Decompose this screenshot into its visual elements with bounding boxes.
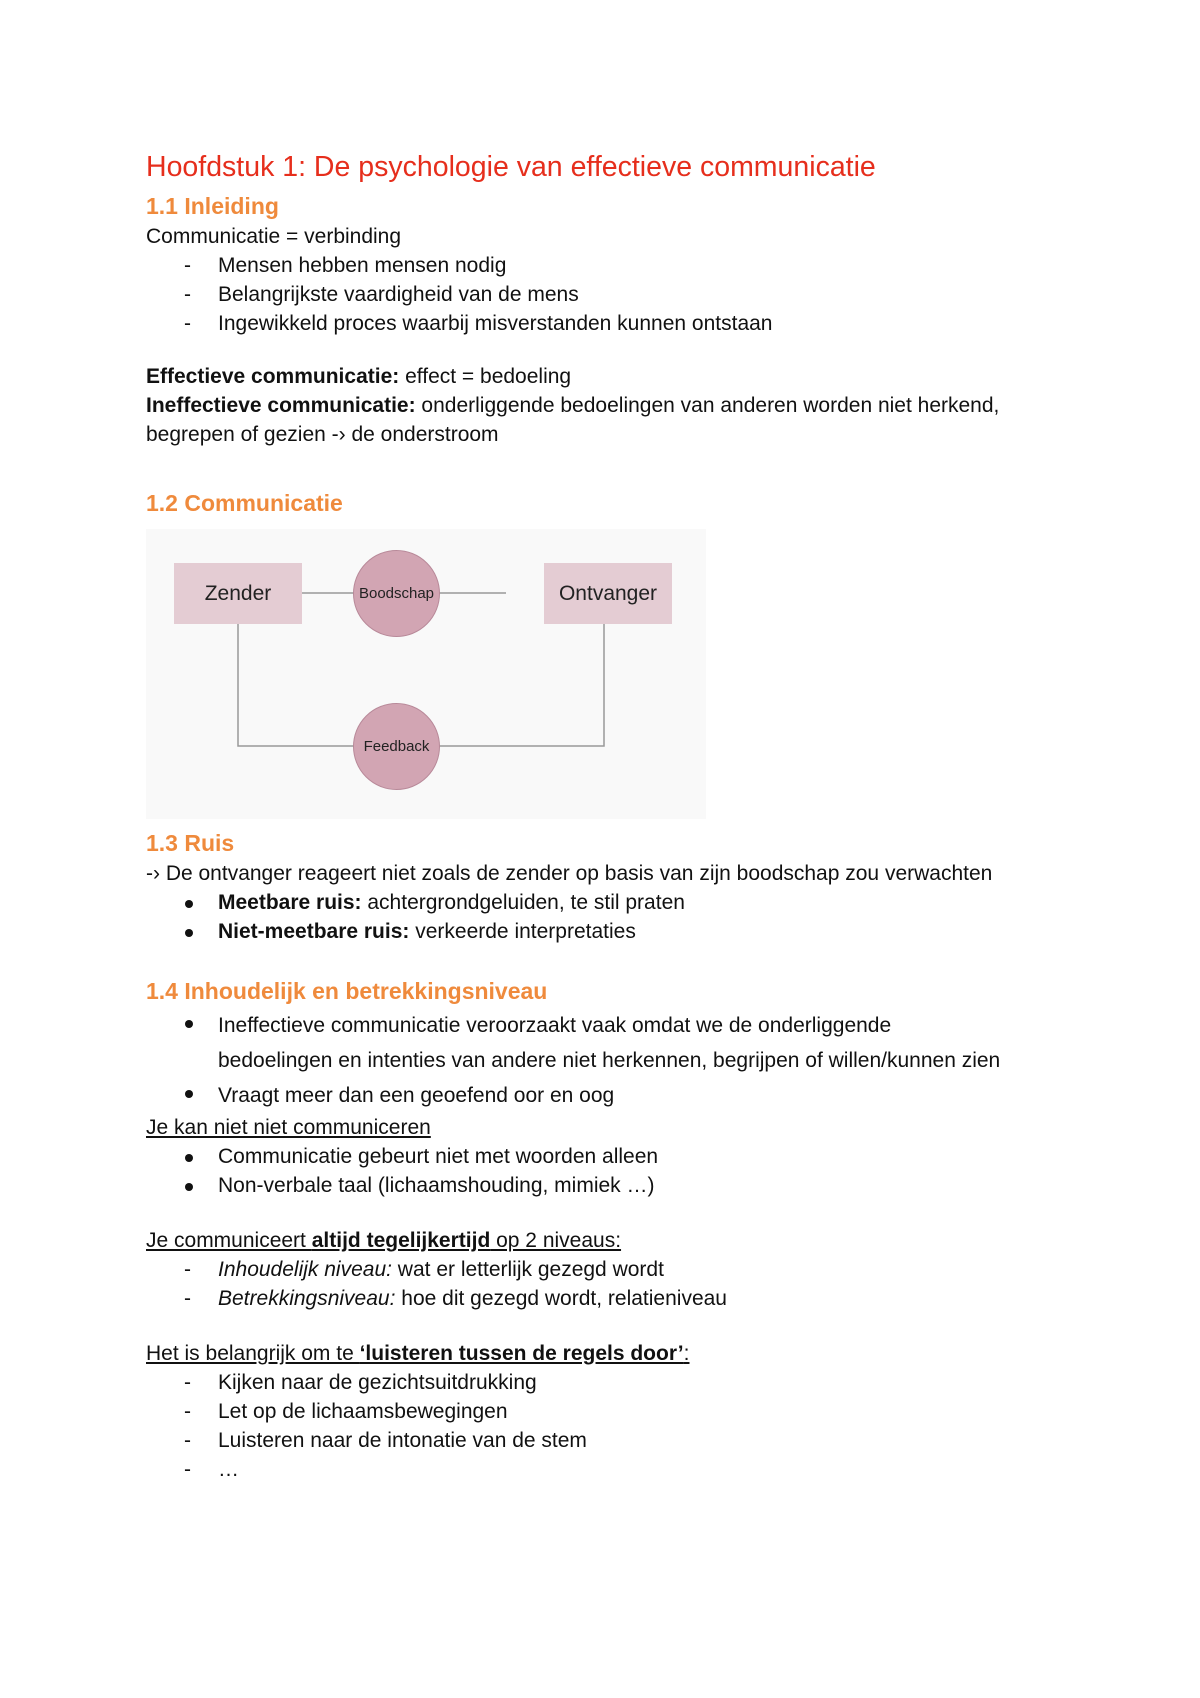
subheading-niet-communiceren: Je kan niet niet communiceren [146,1116,431,1139]
luisteren-list [146,1368,1076,1484]
dash-marker: - [184,1371,191,1394]
feedback-circle: Feedback [353,703,440,790]
list-item: Ineffectieve communicatie veroorzaakt vaak omdat we de onderliggende bedoelingen en intenties van andere niet herkennen, begrijpen of willen/kunnen zien [146,1008,1076,1078]
dash-marker: - [184,1429,191,1452]
dash-marker: - [184,1400,191,1423]
list-item: - Belangrijkste vaardigheid van de mens [146,280,1076,309]
sender-box: Zender [174,563,302,624]
list-item: - Inhoudelijk niveau: wat er letterlijk gezegd wordt [146,1255,1076,1284]
list-item: - Luisteren naar de intonatie van de stem [146,1426,1076,1455]
dash-marker: - [184,1258,191,1281]
subheading-niveaus: Je communiceert altijd tegelijkertijd op 2 niveaus: [146,1229,622,1252]
dash-marker: - [184,312,191,335]
levels-list [146,1255,1076,1313]
bullet-marker [185,1090,193,1098]
list-item: - Ingewikkeld proces waarbij misverstanden kunnen ontstaan [146,309,1076,338]
list-item: Meetbare ruis: achtergrondgeluiden, te stil praten [146,888,1076,917]
dash-marker: - [184,254,191,277]
bullet-marker [185,1020,193,1028]
section-heading-inleiding: 1.1 Inleiding [146,193,279,219]
bullet-marker [185,900,193,908]
list-item: - Let op de lichaamsbewegingen [146,1397,1076,1426]
section-heading-niveaus: 1.4 Inhoudelijk en betrekkingsniveau [146,978,548,1004]
list-item: - Mensen hebben mensen nodig [146,251,1076,280]
intro-line: Communicatie = verbinding [146,225,402,248]
dash-marker: - [184,283,191,306]
list-item: Niet-meetbare ruis: verkeerde interpretaties [146,917,1076,946]
niet-communiceren-list [146,1142,1076,1200]
bullet-marker [185,1154,193,1162]
list-item: - Betrekkingsniveau: hoe dit gezegd wordt, relatieniveau [146,1284,1076,1313]
inleiding-list [146,251,1076,338]
section-heading-communicatie: 1.2 Communicatie [146,490,343,516]
receiver-box: Ontvanger [544,563,672,624]
ruis-intro: -› De ontvanger reageert niet zoals de zender op basis van zijn boodschap zou verwachten [146,862,993,885]
communication-diagram [146,529,706,819]
list-item: - Kijken naar de gezichtsuitdrukking [146,1368,1076,1397]
definition-ineffective: Ineffectieve communicatie: onderliggende bedoelingen van anderen worden niet herkend, begrepen of gezien -› de onderstroom [146,394,1000,446]
message-circle: Boodschap [353,550,440,637]
list-item: - … [146,1455,1076,1484]
dash-marker: - [184,1458,191,1481]
ruis-list [146,888,1076,946]
definition-effective: Effectieve communicatie: effect = bedoeling [146,365,572,388]
niveaus-list [146,1008,1076,1113]
list-item: Non-verbale taal (lichaamshouding, mimiek …) [146,1171,1076,1200]
document-page [146,148,1076,1484]
dash-marker: - [184,1287,191,1310]
bullet-marker [185,1183,193,1191]
chapter-title: Hoofdstuk 1: De psychologie van effectieve communicatie [146,151,876,183]
bullet-marker [185,929,193,937]
subheading-luisteren: Het is belangrijk om te ‘luisteren tussen de regels door’: [146,1342,690,1365]
section-heading-ruis: 1.3 Ruis [146,830,235,856]
list-item: Communicatie gebeurt niet met woorden alleen [146,1142,1076,1171]
list-item: Vraagt meer dan een geoefend oor en oog [146,1078,1076,1113]
